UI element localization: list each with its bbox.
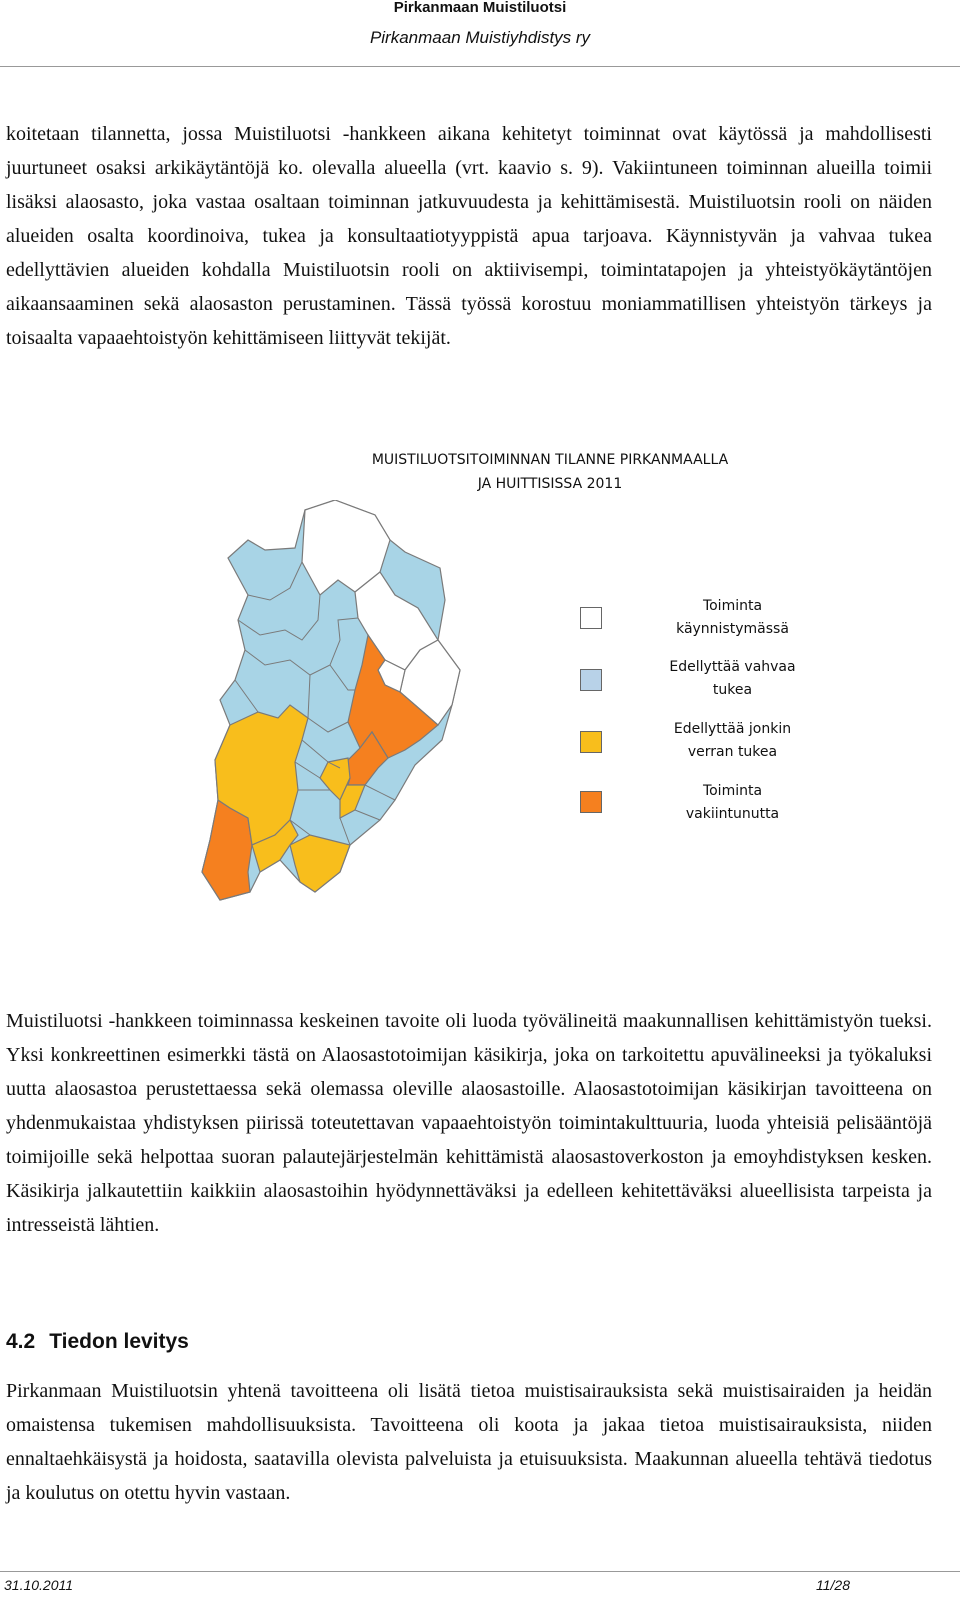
legend-item-strong-support <box>580 656 800 710</box>
footer-date: 31.10.2011 <box>4 1577 74 1593</box>
figure-title-line1: MUISTILUOTSITOIMINNAN TILANNE PIRKANMAALLA <box>371 452 729 468</box>
section-title: Tiedon levitys <box>49 1330 189 1353</box>
header-org: Pirkanmaan Muistiluotsi <box>393 0 567 16</box>
legend-swatch-orange <box>580 791 602 813</box>
legend-item-established <box>580 780 800 834</box>
legend-label-line1: Toiminta <box>702 783 763 799</box>
legend-label <box>650 718 815 764</box>
header-rule <box>0 66 960 67</box>
paragraph-intro: koitetaan tilannetta, jossa Muistiluotsi -hankkeen aikana kehitetyt toiminnat ovat käytössä ja mahdollisesti juurtuneet osaksi arkikäytäntöjä ko. olevalla alueella (vrt. kaavio s. 9). Vakiintuneen toiminnan alueilla toimii lisäksi alaosasto, joka vastaa osaltaan toiminnan jatkuvuudesta ja kehittämisestä. Muistiluotsin rooli on näiden alueiden osalta koordinoiva, tukea ja konsultaatiotyyppistä apua tarjoava. Käynnistyvän ja vahvaa tukea edellyttävien alueiden kohdalla Muistiluotsin rooli on aktiivisempi, toimintatapojen ja yhteistyökäytäntöjen aikaansaaminen sekä alaosaston perustaminen. Tässä työssä korostuu moniammatillisen yhteistyön tärkeys ja toisaalta vapaaehtoistyön kehittämiseen liittyvät tekijät. <box>6 123 932 349</box>
legend-label <box>650 595 815 641</box>
legend-label <box>650 780 815 826</box>
figure-title-line2: JA HUITTISISSA 2011 <box>477 476 623 492</box>
legend-label-line2: käynnistymässä <box>676 621 789 637</box>
section-heading <box>6 1330 189 1354</box>
legend-label <box>650 656 815 702</box>
legend-swatch-white <box>580 607 602 629</box>
paragraph-information: Pirkanmaan Muistiluotsin yhtenä tavoitteena oli lisätä tietoa muistisairauksista sekä muistisairaiden ja heidän omaistensa tukemisen mahdollisuuksista. Tavoitteena oli koota ja jakaa tietoa muistisairauksista, niiden ennaltaehkäisystä ja hoidosta, saatavilla olevista palveluista ja etuisuuksista. Maakunnan alueella tehtävä tiedotus ja koulutus on otettu hyvin vastaan. <box>6 1380 932 1504</box>
legend-item-some-support <box>580 718 800 772</box>
legend-label-line1: Toiminta <box>702 598 763 614</box>
legend-label-line2: verran tukea <box>687 744 778 760</box>
legend-label-line1: Edellyttää vahvaa <box>669 659 796 675</box>
legend-swatch-blue <box>580 669 602 691</box>
legend-swatch-yellow <box>580 731 602 753</box>
legend-label-line1: Edellyttää jonkin <box>673 721 792 737</box>
legend-label-line2: vakiintunutta <box>685 806 780 822</box>
map-figure <box>190 440 796 930</box>
footer-rule <box>0 1571 960 1572</box>
section-number: 4.2 <box>6 1330 36 1353</box>
figure-title <box>345 448 755 496</box>
legend-label-line2: tukea <box>712 682 753 698</box>
region-south-yellow <box>290 835 350 892</box>
header-association: Pirkanmaan Muistiyhdistys ry <box>369 28 591 47</box>
region-map <box>190 500 470 910</box>
footer-page-number: 11/28 <box>816 1577 850 1593</box>
paragraph-handbook: Muistiluotsi -hankkeen toiminnassa keskeinen tavoite oli luoda työvälineitä maakunnallisen kehittämistyön tueksi. Yksi konkreettinen esimerkki tästä on Alaosastotoimijan käsikirja, joka on tarkoitettu apuvälineeksi ja työkaluksi uutta alaosastoa perustettaessa sekä olemassa oleville alaosastoille. Alaosastotoimijan käsikirjan tavoitteena on yhdenmukaistaa yhdistyksen piirissä toteutettavan vapaaehtoistyön toimintakulttuuria, luoda yhteisiä pelisääntöjä toimijoille sekä helpottaa suoran palautejärjestelmän kehittämistä alaosastoverkoston ja emoyhdistyksen kesken. Käsikirja jalkautettiin kaikkiin alaosastoihin hyödynnettäväksi ja edelleen kehitettäväksi alueellisista tarpeista ja intresseistä lähtien. <box>6 1010 932 1236</box>
legend-item-starting <box>580 595 800 649</box>
